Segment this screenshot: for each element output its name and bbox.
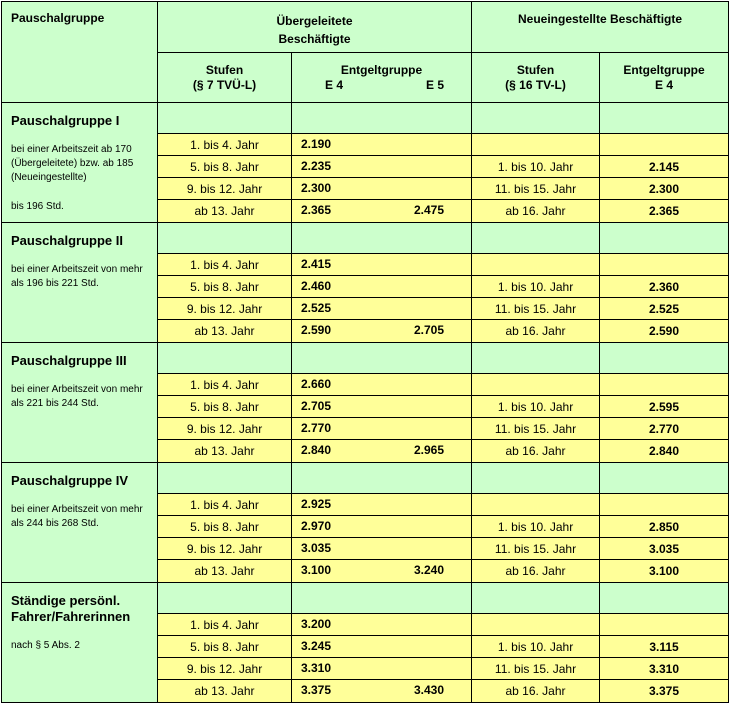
stufe-neueingestellte xyxy=(472,254,600,276)
value-e4: 2.705 xyxy=(301,399,332,413)
entgelt-uebergeleitete xyxy=(292,614,472,636)
value-e4-neu xyxy=(600,494,729,516)
value-e4: 2.925 xyxy=(301,497,332,511)
stufe-uebergeleitete: 1. bis 4. Jahr xyxy=(158,614,292,636)
header-stufen-ueb-ref: (§ 7 TVÜ-L) xyxy=(192,77,257,92)
header-stufen-neu xyxy=(472,53,600,103)
group-spacer-cell xyxy=(158,223,292,254)
value-e5: 2.965 xyxy=(413,443,444,457)
group-spacer-cell xyxy=(158,103,292,134)
stufe-uebergeleitete: 5. bis 8. Jahr xyxy=(158,636,292,658)
value-e4: 2.415 xyxy=(301,257,332,271)
group-description: bei einer Arbeitszeit von mehr als 221 bis 244 Std. xyxy=(11,384,143,409)
group-title: Pauschalgruppe III xyxy=(11,353,127,368)
value-e4-neu: 2.365 xyxy=(600,200,729,223)
header-entgelt-ueb-label: Entgeltgruppe xyxy=(340,62,423,77)
header-stufen-neu-ref: (§ 16 TV-L) xyxy=(505,77,566,92)
stufe-neueingestellte: 11. bis 15. Jahr xyxy=(472,658,600,680)
stufe-neueingestellte: 1. bis 10. Jahr xyxy=(472,636,600,658)
value-e4: 3.035 xyxy=(301,541,332,555)
value-e5: 2.705 xyxy=(413,323,444,337)
value-e4-neu: 2.595 xyxy=(600,396,729,418)
stufe-uebergeleitete: 9. bis 12. Jahr xyxy=(158,658,292,680)
header-entgelt-neu xyxy=(600,53,729,103)
entgelt-uebergeleitete xyxy=(292,200,472,223)
stufe-uebergeleitete: 1. bis 4. Jahr xyxy=(158,494,292,516)
entgelt-uebergeleitete xyxy=(292,538,472,560)
entgelt-uebergeleitete xyxy=(292,680,472,703)
value-e4-neu xyxy=(600,374,729,396)
value-e4-neu: 2.770 xyxy=(600,418,729,440)
group-spacer-cell xyxy=(472,583,600,614)
stufe-neueingestellte: 11. bis 15. Jahr xyxy=(472,418,600,440)
group-spacer-cell xyxy=(292,583,472,614)
value-e4: 2.190 xyxy=(301,137,332,151)
value-e4: 3.100 xyxy=(301,563,332,577)
group-description: nach § 5 Abs. 2 xyxy=(11,640,80,651)
group-spacer-cell xyxy=(472,223,600,254)
value-e4-neu: 3.310 xyxy=(600,658,729,680)
group-title: Pauschalgruppe II xyxy=(11,233,123,248)
header-uebergeleitete xyxy=(158,2,472,53)
stufe-uebergeleitete: ab 13. Jahr xyxy=(158,680,292,703)
value-e4: 2.970 xyxy=(301,519,332,533)
entgelt-uebergeleitete xyxy=(292,396,472,418)
group-spacer-cell xyxy=(600,223,729,254)
group-header-row xyxy=(2,343,729,374)
header-neueingestellte-label: Neueingestellte Beschäftigte xyxy=(517,12,683,26)
value-e4: 2.590 xyxy=(301,323,332,337)
header-stufen-neu-label: Stufen xyxy=(516,62,555,77)
header-uebergeleitete-label: Übergeleitete Beschäftigte xyxy=(276,14,353,46)
entgelt-uebergeleitete xyxy=(292,658,472,680)
group-spacer-cell xyxy=(600,583,729,614)
value-e4: 3.200 xyxy=(301,617,332,631)
stufe-neueingestellte: ab 16. Jahr xyxy=(472,440,600,463)
group-description: bei einer Arbeitszeit ab 170 (Übergeleitete) bzw. ab 185 (Neueingestellte) xyxy=(11,144,134,183)
stufe-uebergeleitete: 1. bis 4. Jahr xyxy=(158,374,292,396)
group-spacer-cell xyxy=(472,463,600,494)
stufe-uebergeleitete: 9. bis 12. Jahr xyxy=(158,538,292,560)
group-cell xyxy=(2,463,158,583)
value-e5: 2.475 xyxy=(413,203,444,217)
group-header-row xyxy=(2,463,729,494)
value-e4-neu xyxy=(600,614,729,636)
stufe-uebergeleitete: 9. bis 12. Jahr xyxy=(158,178,292,200)
group-hours-end: bis 196 Std. xyxy=(11,201,64,212)
stufe-uebergeleitete: 5. bis 8. Jahr xyxy=(158,396,292,418)
value-e4: 2.365 xyxy=(301,203,332,217)
header-e4-neu-label: E 4 xyxy=(655,77,674,92)
pauschalgruppen-table xyxy=(1,1,729,703)
entgelt-uebergeleitete xyxy=(292,134,472,156)
stufe-uebergeleitete: ab 13. Jahr xyxy=(158,440,292,463)
value-e4-neu xyxy=(600,134,729,156)
stufe-uebergeleitete: 1. bis 4. Jahr xyxy=(158,254,292,276)
group-cell xyxy=(2,583,158,703)
group-title: Pauschalgruppe IV xyxy=(11,473,129,488)
stufe-neueingestellte: 11. bis 15. Jahr xyxy=(472,298,600,320)
group-spacer-cell xyxy=(158,583,292,614)
entgelt-uebergeleitete xyxy=(292,276,472,298)
value-e4: 2.660 xyxy=(301,377,332,391)
header-neueingestellte xyxy=(472,2,729,53)
value-e4-neu: 3.035 xyxy=(600,538,729,560)
stufe-uebergeleitete: 1. bis 4. Jahr xyxy=(158,134,292,156)
entgelt-uebergeleitete xyxy=(292,440,472,463)
stufe-neueingestellte: ab 16. Jahr xyxy=(472,680,600,703)
value-e4-neu: 2.525 xyxy=(600,298,729,320)
stufe-neueingestellte xyxy=(472,134,600,156)
value-e4-neu: 2.590 xyxy=(600,320,729,343)
group-header-row xyxy=(2,583,729,614)
value-e4: 3.310 xyxy=(301,661,332,675)
group-spacer-cell xyxy=(600,103,729,134)
value-e5: 3.430 xyxy=(413,683,444,697)
group-cell xyxy=(2,343,158,463)
entgelt-uebergeleitete xyxy=(292,636,472,658)
value-e4-neu: 3.100 xyxy=(600,560,729,583)
group-cell xyxy=(2,223,158,343)
group-spacer-cell xyxy=(158,463,292,494)
header-pauschalgruppe xyxy=(2,2,158,103)
entgelt-uebergeleitete xyxy=(292,560,472,583)
entgelt-uebergeleitete xyxy=(292,254,472,276)
value-e4: 2.770 xyxy=(301,421,332,435)
stufe-uebergeleitete: 5. bis 8. Jahr xyxy=(158,156,292,178)
value-e4: 2.300 xyxy=(301,181,332,195)
group-header-row xyxy=(2,223,729,254)
value-e4: 3.245 xyxy=(301,639,332,653)
value-e4: 2.460 xyxy=(301,279,332,293)
stufe-neueingestellte: 11. bis 15. Jahr xyxy=(472,178,600,200)
entgelt-uebergeleitete xyxy=(292,320,472,343)
value-e4-neu xyxy=(600,254,729,276)
group-header-row xyxy=(2,103,729,134)
value-e4: 2.840 xyxy=(301,443,332,457)
group-description: bei einer Arbeitszeit von mehr als 196 bis 221 Std. xyxy=(11,264,143,289)
header-stufen-ueb-label: Stufen xyxy=(205,62,244,77)
stufe-neueingestellte: 1. bis 10. Jahr xyxy=(472,276,600,298)
header-e5-label: E 5 xyxy=(425,77,444,92)
header-stufen-ueb xyxy=(158,53,292,103)
group-title: Ständige persönl. Fahrer/Fahrerinnen xyxy=(11,593,131,624)
group-spacer-cell xyxy=(600,463,729,494)
entgelt-uebergeleitete xyxy=(292,516,472,538)
group-spacer-cell xyxy=(600,343,729,374)
entgelt-uebergeleitete xyxy=(292,418,472,440)
group-spacer-cell xyxy=(292,463,472,494)
value-e4-neu: 2.360 xyxy=(600,276,729,298)
group-spacer-cell xyxy=(292,103,472,134)
group-title: Pauschalgruppe I xyxy=(11,113,120,128)
stufe-uebergeleitete: ab 13. Jahr xyxy=(158,560,292,583)
value-e4-neu: 2.300 xyxy=(600,178,729,200)
entgelt-uebergeleitete xyxy=(292,374,472,396)
stufe-neueingestellte xyxy=(472,374,600,396)
value-e4: 2.525 xyxy=(301,301,332,315)
group-cell xyxy=(2,103,158,223)
stufe-neueingestellte: 1. bis 10. Jahr xyxy=(472,156,600,178)
header-entgelt-ueb xyxy=(292,53,472,103)
header-entgelt-neu-label: Entgeltgruppe xyxy=(623,62,705,77)
group-spacer-cell xyxy=(292,223,472,254)
stufe-neueingestellte: 1. bis 10. Jahr xyxy=(472,516,600,538)
value-e4-neu: 2.145 xyxy=(600,156,729,178)
group-description: bei einer Arbeitszeit von mehr als 244 bis 268 Std. xyxy=(11,504,143,529)
stufe-uebergeleitete: 5. bis 8. Jahr xyxy=(158,516,292,538)
value-e4: 2.235 xyxy=(301,159,332,173)
stufe-neueingestellte: 11. bis 15. Jahr xyxy=(472,538,600,560)
group-spacer-cell xyxy=(472,103,600,134)
stufe-uebergeleitete: ab 13. Jahr xyxy=(158,320,292,343)
stufe-neueingestellte: ab 16. Jahr xyxy=(472,200,600,223)
stufe-neueingestellte: ab 16. Jahr xyxy=(472,320,600,343)
stufe-neueingestellte: ab 16. Jahr xyxy=(472,560,600,583)
stufe-uebergeleitete: ab 13. Jahr xyxy=(158,200,292,223)
entgelt-uebergeleitete xyxy=(292,156,472,178)
value-e4: 3.375 xyxy=(301,683,332,697)
value-e4-neu: 3.375 xyxy=(600,680,729,703)
group-spacer-cell xyxy=(158,343,292,374)
header-e4-label: E 4 xyxy=(325,77,344,92)
stufe-neueingestellte xyxy=(472,494,600,516)
group-spacer-cell xyxy=(292,343,472,374)
value-e4-neu: 2.850 xyxy=(600,516,729,538)
entgelt-uebergeleitete xyxy=(292,494,472,516)
stufe-uebergeleitete: 9. bis 12. Jahr xyxy=(158,298,292,320)
stufe-uebergeleitete: 5. bis 8. Jahr xyxy=(158,276,292,298)
entgelt-uebergeleitete xyxy=(292,178,472,200)
group-spacer-cell xyxy=(472,343,600,374)
entgelt-uebergeleitete xyxy=(292,298,472,320)
stufe-neueingestellte: 1. bis 10. Jahr xyxy=(472,396,600,418)
header-pauschalgruppe-label: Pauschalgruppe xyxy=(11,11,105,25)
value-e4-neu: 2.840 xyxy=(600,440,729,463)
value-e4-neu: 3.115 xyxy=(600,636,729,658)
stufe-neueingestellte xyxy=(472,614,600,636)
value-e5: 3.240 xyxy=(413,563,444,577)
stufe-uebergeleitete: 9. bis 12. Jahr xyxy=(158,418,292,440)
